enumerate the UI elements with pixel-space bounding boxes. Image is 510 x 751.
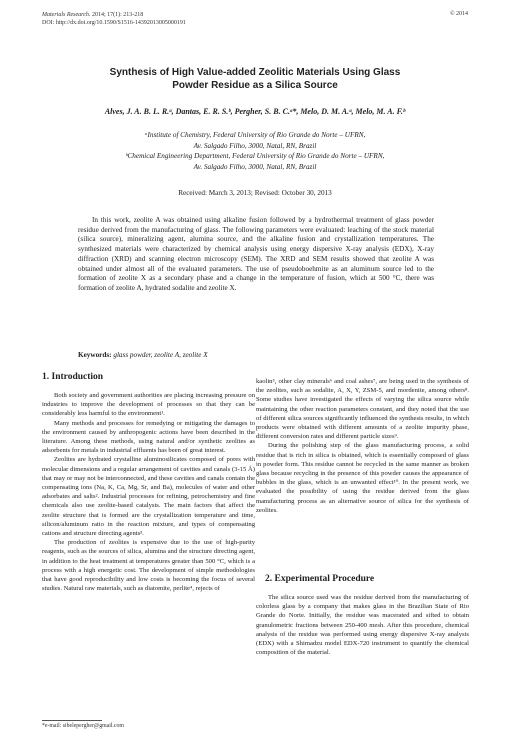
keywords-text: glass powder, zeolite A, zeolite X <box>113 351 208 359</box>
affiliation-a-line-2: Av. Salgado Filho, 3000, Natal, RN, Brazil <box>193 141 317 150</box>
copyright-notice: © 2014 <box>449 11 468 17</box>
paragraph: Both society and government authorities are placing increasing pressure on industries to improve the development of processes so that they can be considerably less harmful to the environment¹. <box>42 392 255 418</box>
doi-line[interactable]: DOI: http://dx.doi.org/10.1590/S1516-14392013005000191 <box>42 20 186 26</box>
title-line-2: Powder Residue as a Silica Source <box>172 80 338 91</box>
paragraph: Many methods and processes for remedying or mitigating the damages to the environment caused by anthropogenic actions have been described in the literature. Among these methods, using natural and/or synthetic zeolites as adsorbents for metals in industrial effluents has been of great interest. <box>42 419 255 455</box>
journal-name: Materials Research. <box>42 12 91 18</box>
affiliation-b-line-1: ᵇChemical Engineering Department, Federal University of Rio Grande do Norte – UFRN, <box>125 152 385 160</box>
paragraph: The production of zeolites is expensive due to the use of high-purity reagents, such as the sources of silica, alumina and the structure directing agent, in addition to the heat treatment at temperatures greater than 500 °C, which is a process with a high energetic cost. The development of simple methodologies that have good reproducibility and low costs is becoming the focus of several studies. Natural raw materials, such as diatomite, perlite⁴, rejects of <box>42 539 255 593</box>
journal-header <box>42 11 186 27</box>
affiliation-a-line-1: ᵃInstitute of Chemistry, Federal University of Rio Grande do Norte – UFRN, <box>144 131 366 139</box>
affiliations <box>60 130 450 172</box>
keywords <box>78 351 434 359</box>
author-list: Alves, J. A. B. L. R.ᵃ, Dantas, E. R. S.ᵇ, Pergher, S. B. C.ᵃ*, Melo, D. M. A.ᵃ, Melo, M. A. F.ᵇ <box>104 107 406 116</box>
right-column-bottom <box>256 593 469 657</box>
abstract: In this work, zeolite A was obtained using alkaline fusion followed by a hydrothermal treatment of glass powder residue derived from the manufacturing of glass. The following parameters were evaluated: leaching of the stock material (silica source), mineralizing agent, alumina source, and the alkaline fusion and crystallization temperatures. The synthesized materials were characterized by chemical analysis using energy dispersive X-ray analysis (EDX), X-ray diffraction (XRD) and scanning electron microscopy (SEM). The XRD and SEM results showed that zeolite A was obtained under almost all of the evaluated parameters. The use of pseudoboehmite as an aluminum source led to the formation of zeolite X as a secondary phase and a change in the temperature of fusion, which at 500 °C, there was formation of zeolite A, hydrated sodalite and zeolite X. <box>78 216 434 292</box>
title-line-1: Synthesis of High Value-added Zeolitic Materials Using Glass <box>109 67 401 78</box>
paragraph: The silica source used was the residue derived from the manufacturing of colorless glass by a company that makes glass in the Brazilian State of Rio Grande do Norte. Initially, the residue was macerated and sifted to obtain granulometric fractions between 250-400 mesh. After this procedure, chemical analysis of the residue was performed using energy dispersive X-ray analysis (EDX) with a Shimadzu model EDX-720 instrument to quantify the chemical composition of the material. <box>256 594 469 657</box>
paragraph: During the polishing step of the glass manufacturing process, a solid residue that is rich in silica is obtained, which is essentially composed of glass in powder form. This residue cannot be recycled in the same manner as broken glass because recycling in the presence of this powder causes the appearance of bubbles in the glass, which is an unwanted effect¹⁰. In the present work, we evaluated the possibility of using the residue derived from the glass manufacturing process as an alternative source of silica for the synthesis of zeolites. <box>256 442 469 514</box>
left-column <box>42 391 255 593</box>
keywords-label: Keywords: <box>78 351 112 359</box>
affiliation-b-line-2: Av. Salgado Filho, 3000, Natal, RN, Brazil <box>193 162 317 171</box>
paper-title <box>60 66 450 92</box>
paragraph: Zeolites are hydrated crystalline aluminosilicates composed of pores with molecular dimensions and a regular arrangement of cavities and canals (3-15 Å) that may or may not be interconnected, and these cavities and canals contain the compensating ions (Na, K, Ca, Mg, Sr, and Ba), molecules of water and other adsorbates and salts². Industrial processes for refining, petrochemistry and fine chemicals also use zeolite-based catalysts. The main factors that affect the zeolite structure that is formed are the crystallization temperature and time, silicon/aluminum ratio in the reaction mixture, and types of compensating cations and structure directing agents³. <box>42 456 255 538</box>
corresponding-email[interactable]: *e-mail: sibelepergher@gmail.com <box>42 723 124 729</box>
paragraph: kaolin⁵, other clay minerals⁶ and coal ashes⁷, are being used in the synthesis of the zeolites, such as sodalite, A, X, Y, ZSM-5, and mordenite, among others⁸. Some studies have investigated the effects of varying the silica source while maintaining the other reaction parameters constant, and they noted that the use of different silica sources significantly influenced the synthesis results, in which products were obtained with different amounts of a zeolite impurity phase, different conversion rates and different particle sizes⁹. <box>256 378 469 441</box>
section-heading-experimental: 2. Experimental Procedure <box>265 574 375 584</box>
journal-citation: 2014; 17(1): 213-218 <box>91 12 144 18</box>
right-column-top <box>256 377 469 515</box>
section-heading-introduction: 1. Introduction <box>42 372 104 382</box>
footnote-divider <box>42 720 102 721</box>
received-dates: Received: March 3, 2013; Revised: October 30, 2013 <box>178 189 332 197</box>
